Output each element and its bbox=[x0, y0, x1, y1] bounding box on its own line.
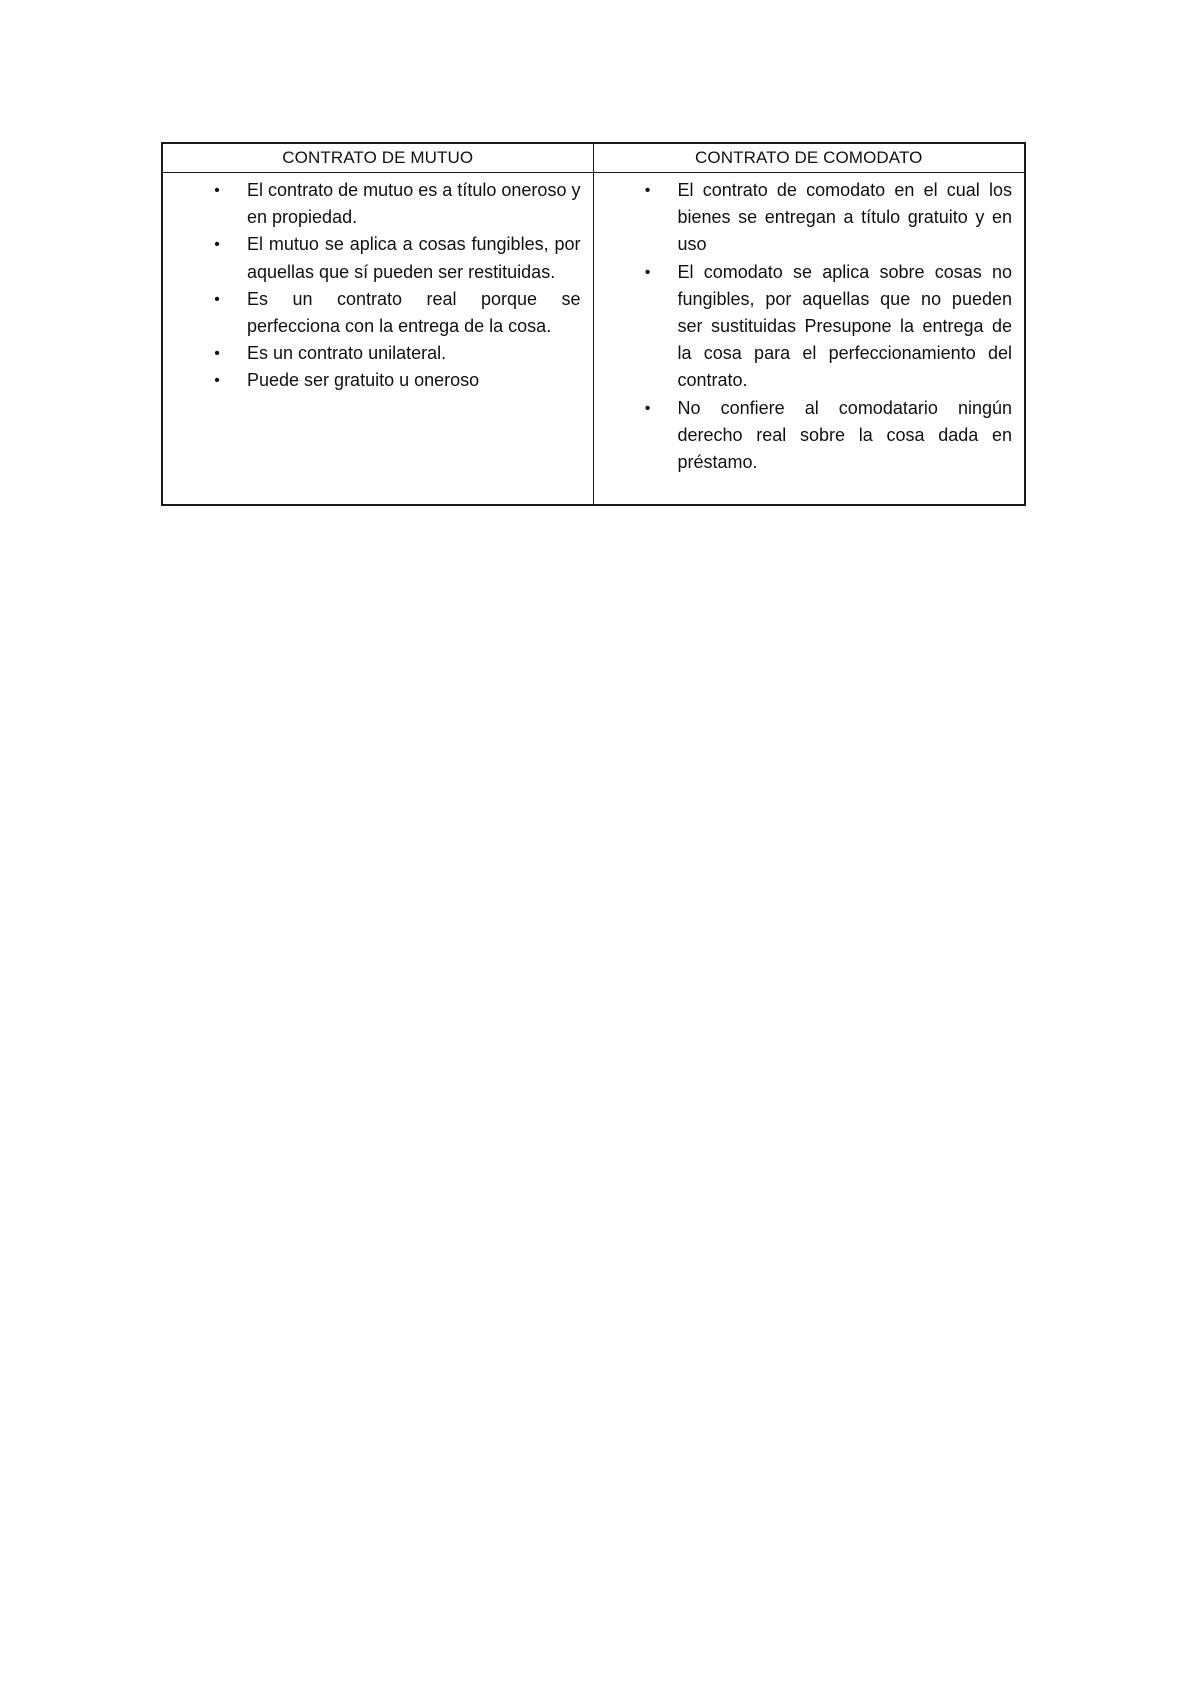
list-item bbox=[594, 177, 1013, 259]
comodato-list bbox=[594, 177, 1013, 476]
comparison-table bbox=[161, 142, 1026, 506]
list-item bbox=[163, 340, 581, 367]
list-item bbox=[163, 286, 581, 340]
bullet-icon: • bbox=[214, 236, 220, 254]
bullet-icon: • bbox=[644, 182, 651, 199]
list-item-text: Puede ser gratuito u oneroso bbox=[247, 370, 480, 391]
list-item bbox=[163, 231, 581, 285]
bullet-icon: • bbox=[214, 182, 220, 199]
list-item-text: Es un contrato unilateral. bbox=[247, 343, 447, 364]
list-item-text: El contrato de comodato en el cual los bienes se entregan a título gratuito y en uso bbox=[677, 180, 1012, 255]
comodato-cell bbox=[593, 173, 1025, 506]
list-item-text: El comodato se aplica sobre cosas no fungibles, por aquellas que no pueden ser sustituidas Presupone la entrega de la cosa para el perfeccionamiento del contrato. bbox=[677, 261, 1012, 391]
content-row bbox=[162, 173, 1025, 506]
bullet-icon: • bbox=[214, 345, 220, 363]
bullet-icon: • bbox=[214, 372, 220, 390]
list-item-text: El mutuo se aplica a cosas fungibles, por aquellas que sí pueden ser restituidas. bbox=[247, 234, 581, 282]
bullet-icon: • bbox=[214, 290, 220, 308]
header-mutuo: CONTRATO DE MUTUO bbox=[162, 143, 593, 173]
header-row bbox=[162, 143, 1025, 173]
header-comodato: CONTRATO DE COMODATO bbox=[593, 143, 1025, 173]
list-item-text: Es un contrato real porque se perfecciona con la entrega de la cosa. bbox=[247, 288, 581, 337]
list-item bbox=[594, 395, 1013, 477]
list-item-text: El contrato de mutuo es a título oneroso y en propiedad. bbox=[247, 180, 581, 228]
bullet-icon: • bbox=[644, 263, 651, 281]
list-item bbox=[163, 367, 581, 394]
mutuo-list bbox=[163, 177, 581, 395]
bullet-icon: • bbox=[644, 399, 651, 417]
list-item-text: No confiere al comodatario ningún derecho real sobre la cosa dada en préstamo. bbox=[677, 397, 1012, 473]
list-item bbox=[163, 177, 581, 231]
mutuo-cell bbox=[162, 173, 593, 506]
list-item bbox=[594, 259, 1013, 395]
